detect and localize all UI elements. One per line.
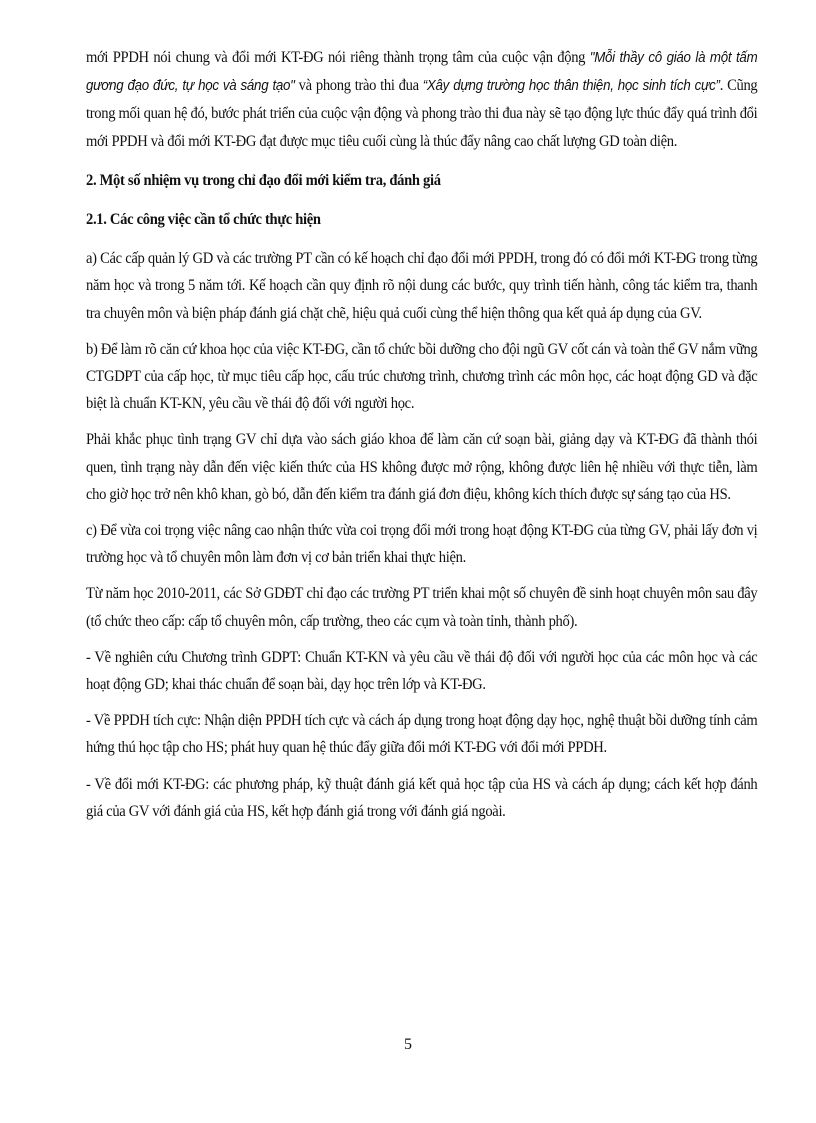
paragraph-textbook: Phải khắc phục tình trạng GV chỉ dựa vào sách giáo khoa để làm căn cứ soạn bài, giảng dạy và KT-ĐG đã thành thói quen, tình trạng này dẫn đến việc kiến thức của HS không được mở rộng, không được liên hệ nhiều với thực tiễn, làm cho giờ học trở nên khô khan, gò bó, dẫn đến kiểm tra đánh giá đơn điệu, không kích thích được sự sáng tạo của HS.: [86, 430, 758, 503]
intro-quote-campaign: "Mỗi thầy cô giáo là một tấm gương đạo đức, tự học và sáng tạo": [86, 50, 758, 95]
paragraph-b: b) Để làm rõ căn cứ khoa học của việc KT-ĐG, cần tổ chức bồi dưỡng cho đội ngũ GV cốt cán và toàn thể GV nắm vững CTGDPT của cấp học, từ mục tiêu cấp học, cấu trúc chương trình, chương trình các môn học, các hoạt động GD và đặc biệt là chuẩn KT-KN, yêu cầu về thái độ đối với người học.: [86, 339, 758, 413]
intro-quote-movement: “Xây dựng trường học thân thiện, học sinh tích cực”: [422, 78, 720, 95]
intro-text-c: và phong trào thi đua: [294, 76, 423, 95]
paragraph-school-year: Từ năm học 2010-2011, các Sở GDĐT chỉ đạo các trường PT triển khai một số chuyên đề sinh hoạt chuyên môn sau đây (tổ chức theo cấp: cấp tổ chuyên môn, cấp trường, theo các cụm và toàn tỉnh, thành phố).: [86, 584, 758, 630]
paragraph-a: a) Các cấp quản lý GD và các trường PT cần có kế hoạch chỉ đạo đổi mới PPDH, trong đó có đổi mới KT-ĐG trong từng năm học và trong 5 năm tới. Kế hoạch cần quy định rõ nội dung các bước, quy trình tiến hành, công tác kiểm tra, thanh tra chuyên môn và biện pháp đánh giá chặt chẽ, hiệu quả cuối cùng thể hiện thông qua kết quả áp dụng của GV.: [86, 249, 758, 322]
paragraph-intro: [86, 44, 757, 155]
intro-text-e: . Cũng trong mối quan hệ đó, bước phát triển của cuộc vận động và phong trào thi đua này sẽ tạo động lực thúc đẩy quá trình đổi mới PPDH và đổi mới KT-ĐG đạt được mục tiêu cuối cùng là thúc đẩy nâng cao chất lượng GD toàn diện.: [86, 76, 758, 150]
list-item-assessment: - Về đổi mới KT-ĐG: các phương pháp, kỹ thuật đánh giá kết quả học tập của HS và cách áp dụng; cách kết hợp đánh giá của GV với đánh giá của HS, kết hợp đánh giá trong với đánh giá ngoài.: [86, 774, 758, 820]
section-heading-2: 2. Một số nhiệm vụ trong chỉ đạo đổi mới kiểm tra, đánh giá: [86, 170, 441, 189]
intro-text-a: mới PPDH nói chung và đổi mới KT-ĐG nói riêng thành trọng tâm của cuộc vận động: [86, 48, 590, 66]
paragraph-c: c) Để vừa coi trọng việc nâng cao nhận thức vừa coi trọng đổi mới trong hoạt động KT-ĐG của từng GV, phải lấy đơn vị trường học và tổ chuyên môn làm đơn vị cơ bản triển khai thực hiện.: [86, 521, 758, 567]
list-item-active-methods: - Về PPDH tích cực: Nhận diện PPDH tích cực và cách áp dụng trong hoạt động dạy học, nghệ thuật bồi dưỡng tính cảm hứng thú học tập cho HS; phát huy quan hệ thúc đẩy giữa đổi mới KT-ĐG với đổi mới PPDH.: [86, 711, 758, 757]
document-page: [86, 44, 757, 834]
page-number: 5: [404, 1036, 412, 1053]
list-item-curriculum: - Về nghiên cứu Chương trình GDPT: Chuẩn KT-KN và yêu cầu về thái độ đối với người học của các môn học và các hoạt động GD; khai thác chuẩn để soạn bài, dạy học trên lớp và KT-ĐG.: [86, 647, 758, 694]
section-heading-2-1: 2.1. Các công việc cần tổ chức thực hiện: [86, 210, 321, 229]
